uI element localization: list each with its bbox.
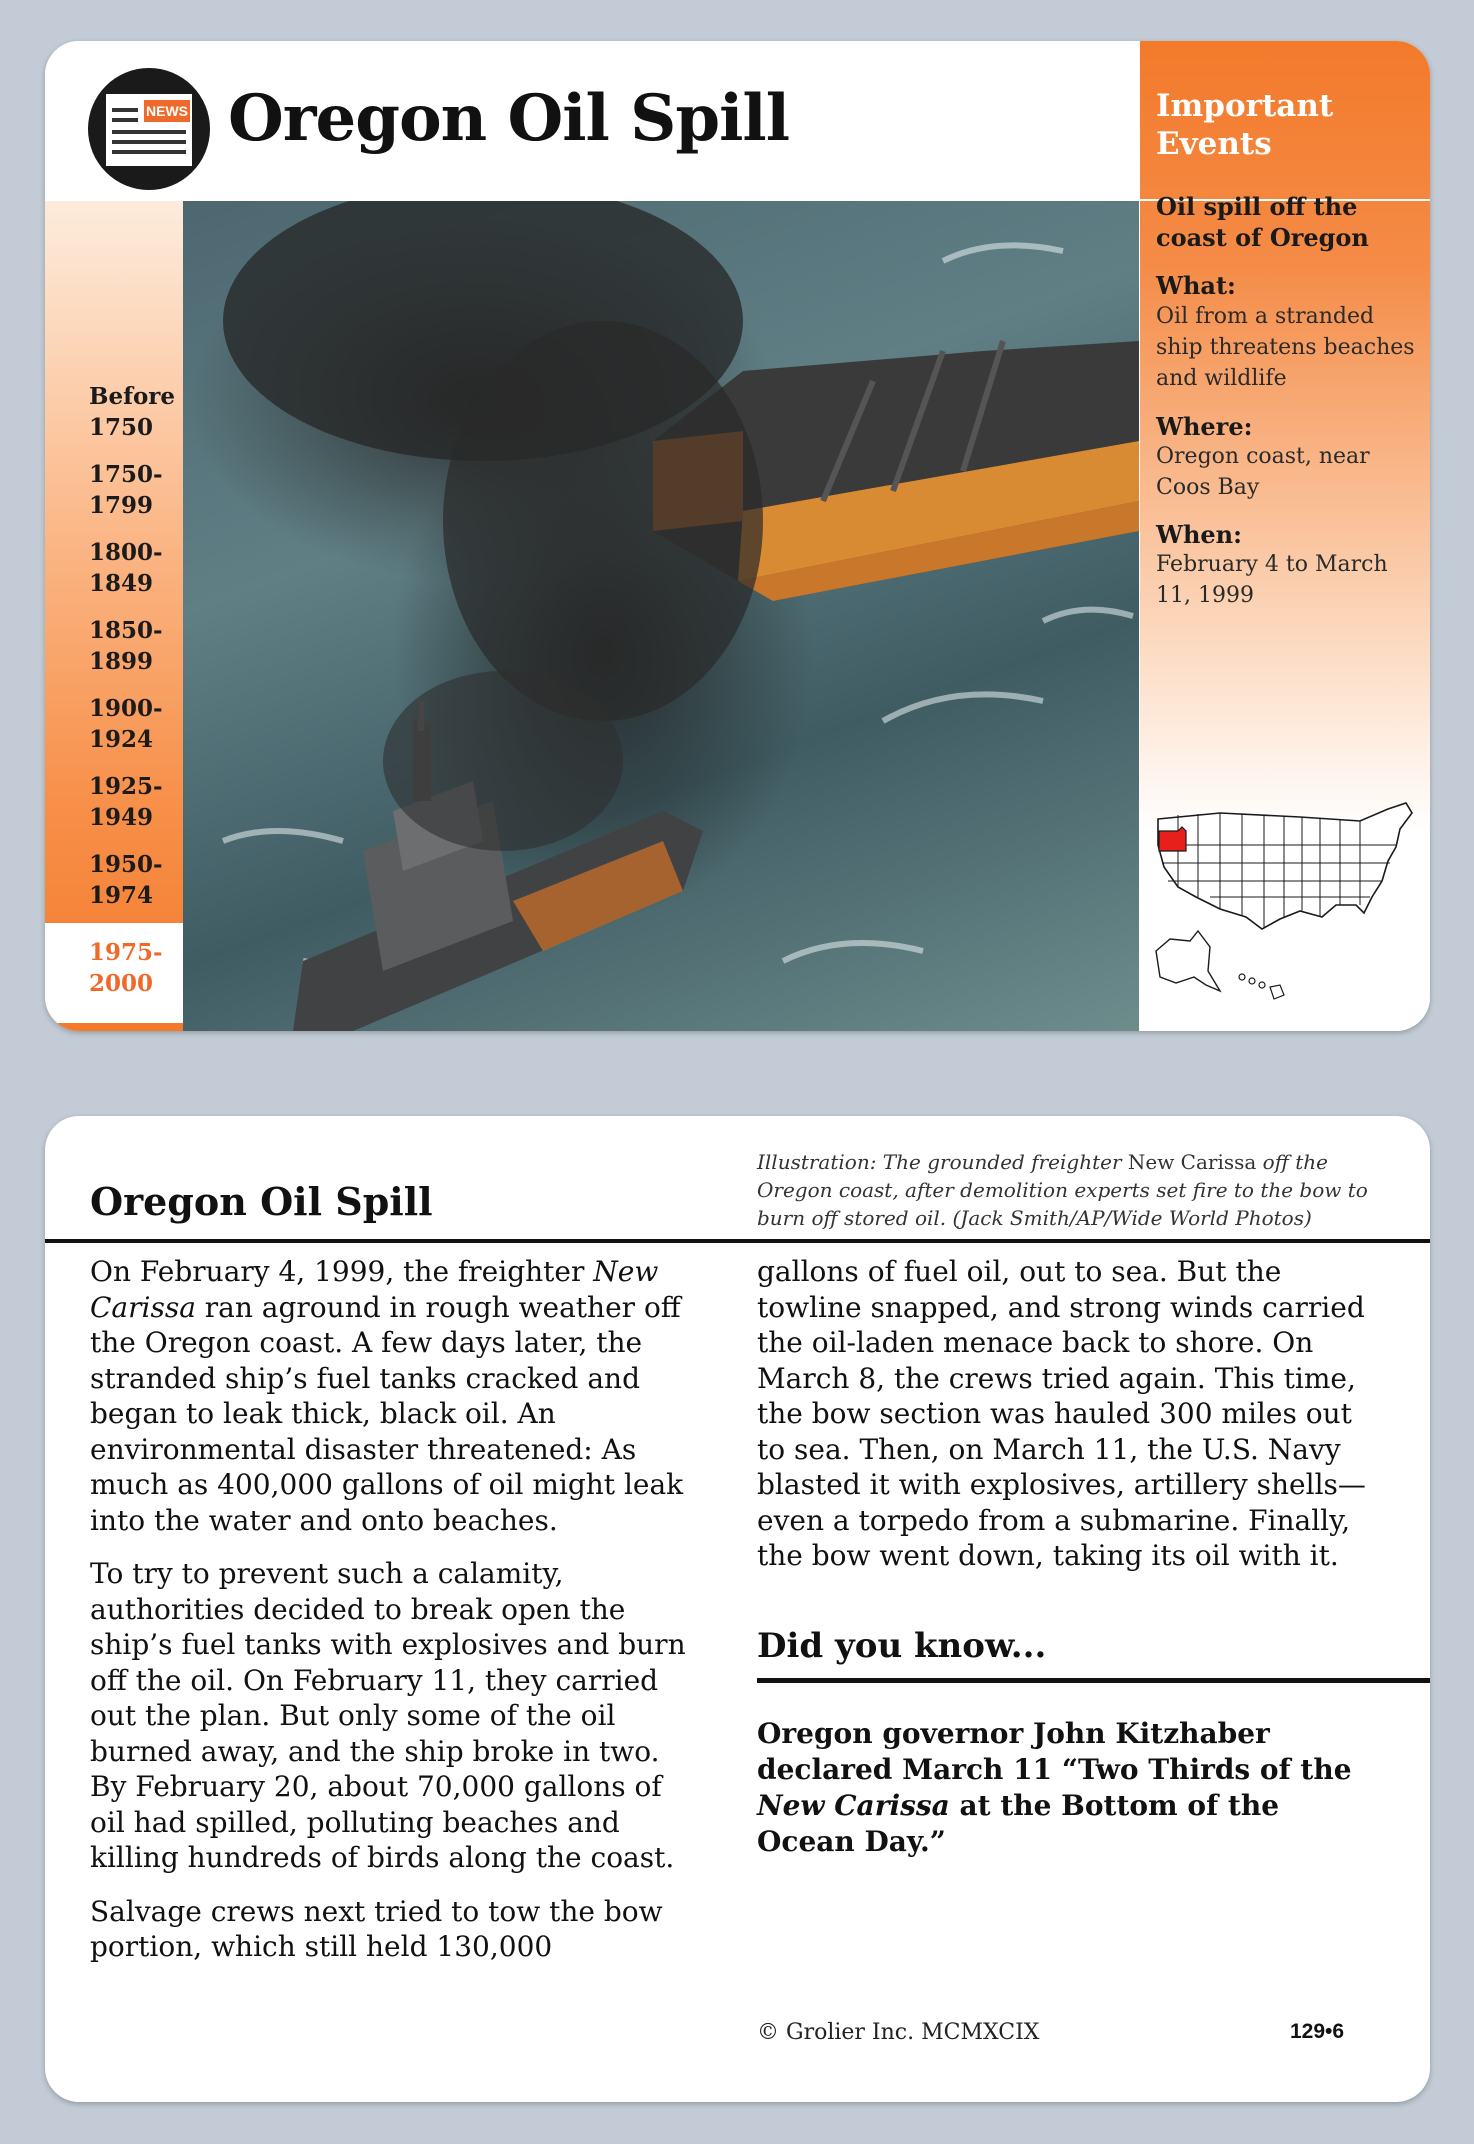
- news-icon: NEWS: [88, 68, 210, 190]
- timeline-item: 1800-1849: [89, 539, 163, 597]
- event-title: Oil spill off the coast of Oregon: [1156, 192, 1369, 252]
- did-you-know-text: Oregon governor John Kitzhaber declared March 11 “Two Thirds of the New Carissa at the Bottom of the Ocean Day.”: [757, 1717, 1352, 1858]
- card-number: 129•6: [1290, 2020, 1345, 2043]
- timeline-item: Before 1750: [89, 383, 176, 441]
- header-rule: [45, 1239, 1430, 1243]
- important-events-panel: [1140, 41, 1430, 1031]
- timeline-item-active: 1975-2000: [45, 923, 183, 1023]
- paragraph: To try to prevent such a calamity, authorities decided to break open the ship’s fuel tanks with explosives and burn off the oil. On February 11, they carried out the plan. But only some of the oil burned away, and the ship broke in two. By February 20, about 70,000 gallons of oil had spilled, polluting beaches and killing hundreds of birds along the coast.: [90, 1557, 686, 1874]
- timeline-item: 1900-1924: [89, 695, 163, 753]
- copyright: © Grolier Inc. MCMXCIX: [757, 2020, 1040, 2045]
- did-you-know-rule: [757, 1678, 1430, 1683]
- timeline: [45, 377, 183, 1023]
- back-card: [45, 1116, 1430, 2102]
- ship-illustration: [183, 201, 1139, 1031]
- where-label: Where:: [1156, 412, 1253, 441]
- timeline-item: 1750-1799: [89, 461, 163, 519]
- front-title: Oregon Oil Spill: [228, 81, 789, 156]
- timeline-item: 1850-1899: [89, 617, 163, 675]
- when-label: When:: [1156, 520, 1242, 549]
- front-card: [45, 41, 1430, 1031]
- us-map: [1150, 801, 1420, 1011]
- where-value: Oregon coast, near Coos Bay: [1156, 444, 1370, 500]
- what-value: Oil from a stranded ship threatens beaches and wildlife: [1156, 304, 1415, 391]
- what-label: What:: [1156, 271, 1236, 300]
- paragraph: On February 4, 1999, the freighter New Carissa ran aground in rough weather off the Oregon coast. A few days later, the stranded ship’s fuel tanks cracked and began to leak thick, black oil. An environmental disaster threatened: As much as 400,000 gallons of oil might leak into the water and onto beaches.: [90, 1255, 684, 1537]
- when-value: February 4 to March 11, 1999: [1156, 552, 1388, 608]
- body-column-right: [757, 1254, 1367, 1592]
- important-events-heading: Important Events: [1156, 88, 1334, 162]
- back-title: Oregon Oil Spill: [90, 1179, 433, 1224]
- timeline-item: 1925-1949: [89, 773, 163, 831]
- ship-photo: [183, 201, 1139, 1031]
- did-you-know-heading: Did you know...: [757, 1626, 1047, 1666]
- paragraph: gallons of fuel oil, out to sea. But the towline snapped, and strong winds carried the oil-laden menace back to shore. On March 8, the crews tried again. This time, the bow section was hauled 300 miles out to sea. Then, on March 11, the U.S. Navy blasted it with explosives, artillery shells—even a torpedo from a submarine. Finally, the bow went down, taking its oil with it.: [757, 1255, 1366, 1572]
- paragraph: Salvage crews next tried to tow the bow portion, which still held 130,000: [90, 1894, 663, 1963]
- body-column-left: [90, 1254, 700, 1983]
- timeline-item: 1950-1974: [89, 851, 163, 909]
- photo-caption: Illustration: The grounded freighter New Carissa off the Oregon coast, after demolition experts set fire to the bow to burn off stored oil. (Jack Smith/AP/Wide World Photos): [757, 1150, 1368, 1230]
